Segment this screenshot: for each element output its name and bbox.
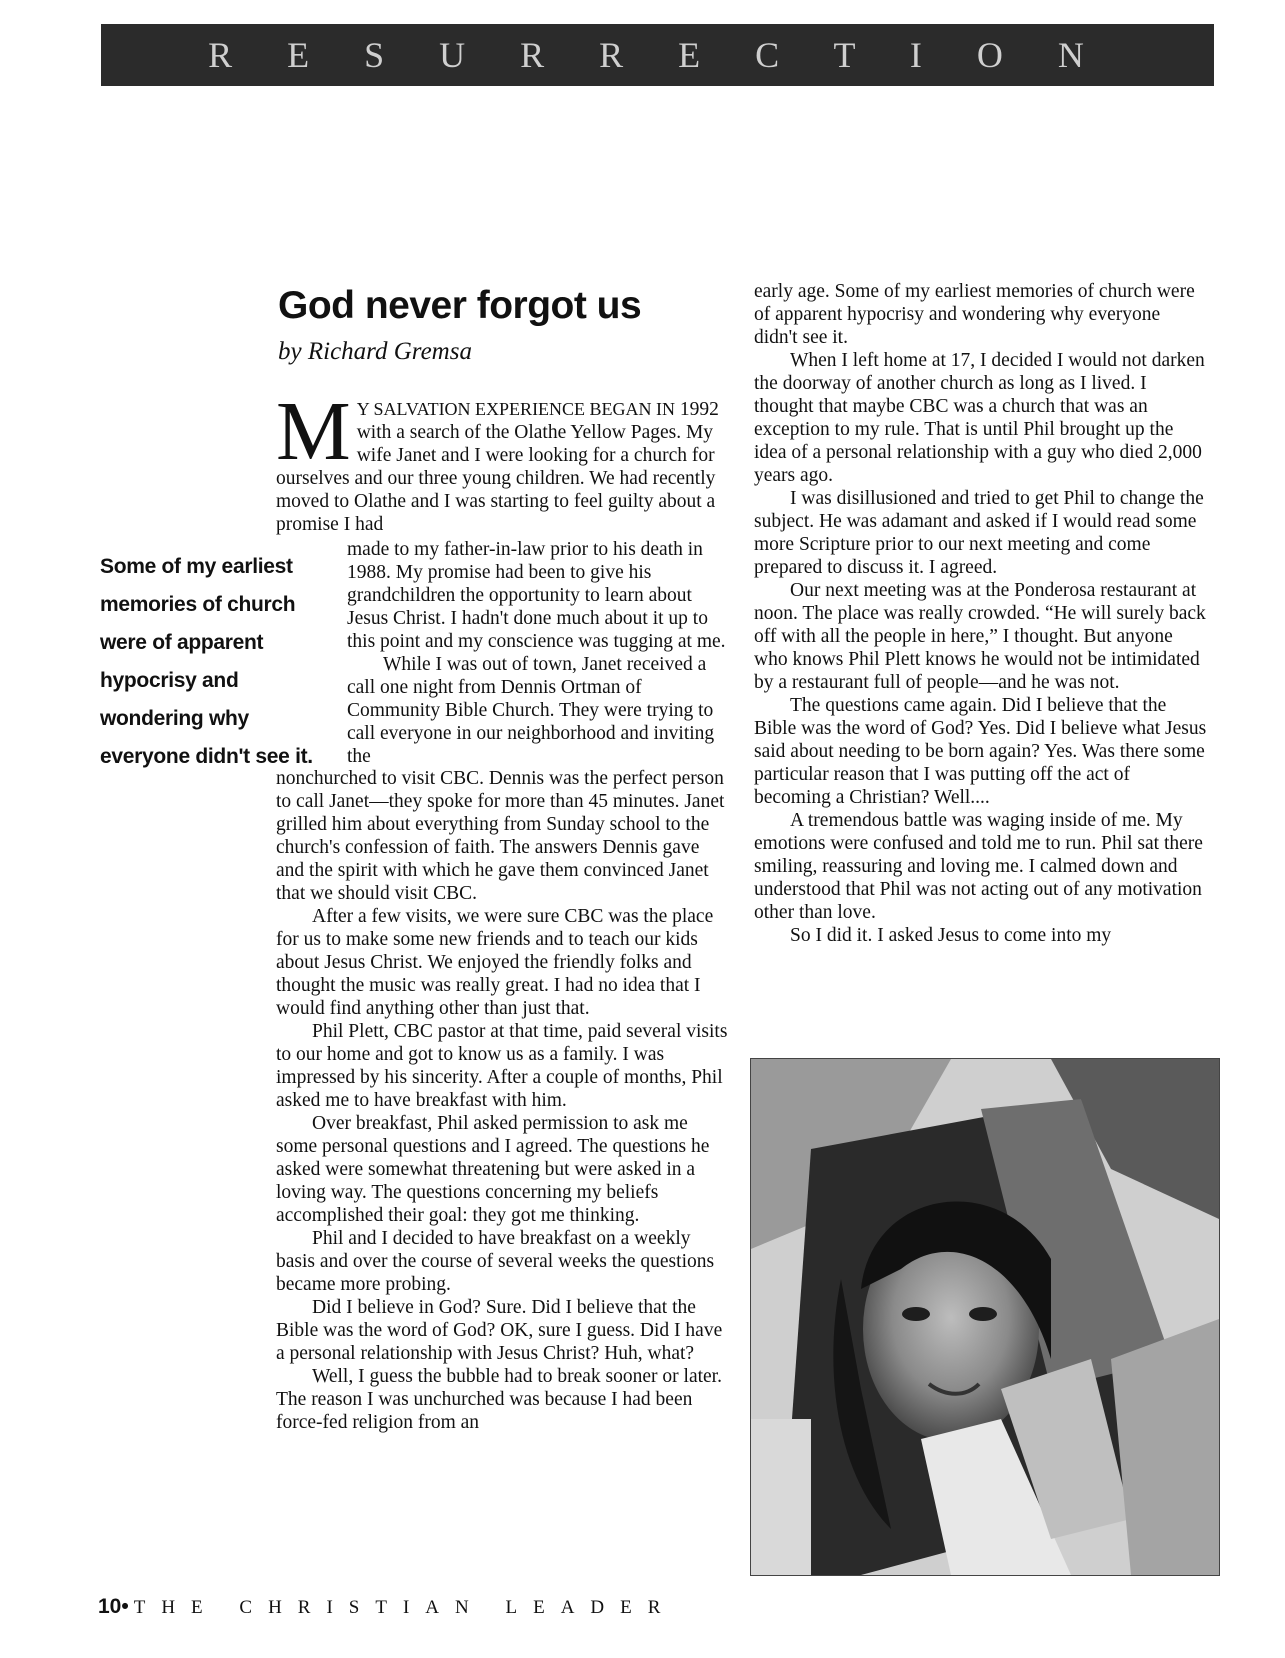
paragraph: Well, I guess the bubble had to break sooner or later. The reason I was unchurched was because I had been force-fed religion from an bbox=[276, 1366, 722, 1433]
paragraph: After a few visits, we were sure CBC was the place for us to make some new friends and to teach our kids about Jesus Christ. We enjoyed the friendly folks and thought the music was really great. I had no idea that I would find anything other than just that. bbox=[276, 906, 714, 1019]
paragraph: A tremendous battle was waging inside of me. My emotions were confused and told me to run. Phil sat there smiling, reassuring and loving me. I calmed down and understood that Phil was not acting out of any motivation other than love. bbox=[754, 810, 1203, 923]
page-number: 10 bbox=[98, 1595, 122, 1618]
section-title: R E S U R R E C T I O N bbox=[208, 35, 1107, 75]
paragraph-phone-call-end: nonchurched to visit CBC. Dennis was the perfect person to call Janet—they spoke for more than 45 minutes. Janet grilled him about everything from Sunday school to the church's confession of faith. The answers Dennis gave and the spirit with which he gave them convinced Janet that we should visit CBC. bbox=[276, 768, 725, 904]
paragraph: So I did it. I asked Jesus to come into my bbox=[790, 925, 1112, 946]
drop-cap: M bbox=[276, 385, 351, 478]
publication-name: THE CHRISTIAN LEADER bbox=[133, 1597, 677, 1618]
article-byline: by Richard Gremsa bbox=[278, 338, 472, 365]
pull-quote: Some of my earliest memories of church were of apparent hypocrisy and wondering why everyone didn't see it. bbox=[100, 555, 313, 768]
paragraph: Over breakfast, Phil asked permission to ask me some personal questions and I agreed. The questions he asked were somewhat threatening but were asked in a loving way. The questions concerning my beliefs accomplished their goal: they got me thinking. bbox=[276, 1113, 710, 1226]
paragraph: Phil Plett, CBC pastor at that time, paid several visits to our home and got to know us as a family. I was impressed by his sincerity. After a couple of months, Phil asked me to have breakfast with him. bbox=[276, 1021, 728, 1111]
paragraph-continued: early age. Some of my earliest memories of church were of apparent hypocrisy and wondering why everyone didn't see it. bbox=[754, 281, 1195, 348]
photo-illustration bbox=[751, 1059, 1219, 1575]
paragraph-phone-call: While I was out of town, Janet received a call one night from Dennis Ortman of Community Bible Church. They were trying to call everyone in our neighborhood and inviting the bbox=[347, 654, 715, 767]
paragraph: Did I believe in God? Sure. Did I believe that the Bible was the word of God? OK, sure I guess. Did I have a personal relationship with Jesus Christ? Huh, what? bbox=[276, 1297, 723, 1364]
column-two bbox=[754, 280, 1208, 947]
paragraph-continued: made to my father-in-law prior to his death in 1988. My promise had been to give his grandchildren the opportunity to learn about Jesus Christ. I hadn't done much about it up to this point and my conscience was tugging at me. bbox=[347, 539, 726, 652]
footer-bullet: • bbox=[121, 1595, 129, 1618]
lead-text: 1992 with a search of the Olathe Yellow Pages. My wife Janet and I were looking for a church for ourselves and our three young children. We had recently moved to Olathe and I was starting to feel guilty about a promise I had bbox=[276, 399, 719, 535]
section-banner bbox=[101, 24, 1214, 86]
article-photo bbox=[750, 1058, 1220, 1576]
lead-paragraph bbox=[276, 385, 728, 536]
narrow-column bbox=[347, 538, 728, 768]
lead-smallcaps: Y SALVATION EXPERIENCE BEGAN IN bbox=[356, 399, 676, 419]
paragraph: When I left home at 17, I decided I would not darken the doorway of another church as long as I lived. I thought that maybe CBC was a church that was an exception to my rule. That is until Phil brought up the idea of a personal relationship with a guy who died 2,000 years ago. bbox=[754, 350, 1205, 486]
paragraph: Phil and I decided to have breakfast on a weekly basis and over the course of several weeks the questions became more probing. bbox=[276, 1228, 715, 1295]
paragraph: The questions came again. Did I believe that the Bible was the word of God? Yes. Did I believe what Jesus said about needing to be born again? Yes. Was there some particular reason that I was putting off the act of becoming a Christian? Well.... bbox=[754, 695, 1207, 808]
column-one bbox=[276, 767, 728, 1434]
paragraph: Our next meeting was at the Ponderosa restaurant at noon. The place was really crowded. “He will surely back off with all the people in here,” I thought. But anyone who knows Phil Plett knows he would not be intimidated by a restaurant full of people—and he was not. bbox=[754, 580, 1206, 693]
article-title: God never forgot us bbox=[278, 284, 642, 327]
page-footer bbox=[98, 1595, 676, 1619]
paragraph: I was disillusioned and tried to get Phil to change the subject. He was adamant and asked if I would read some more Scripture prior to our next meeting and come prepared to discuss it. I agreed. bbox=[754, 488, 1204, 578]
